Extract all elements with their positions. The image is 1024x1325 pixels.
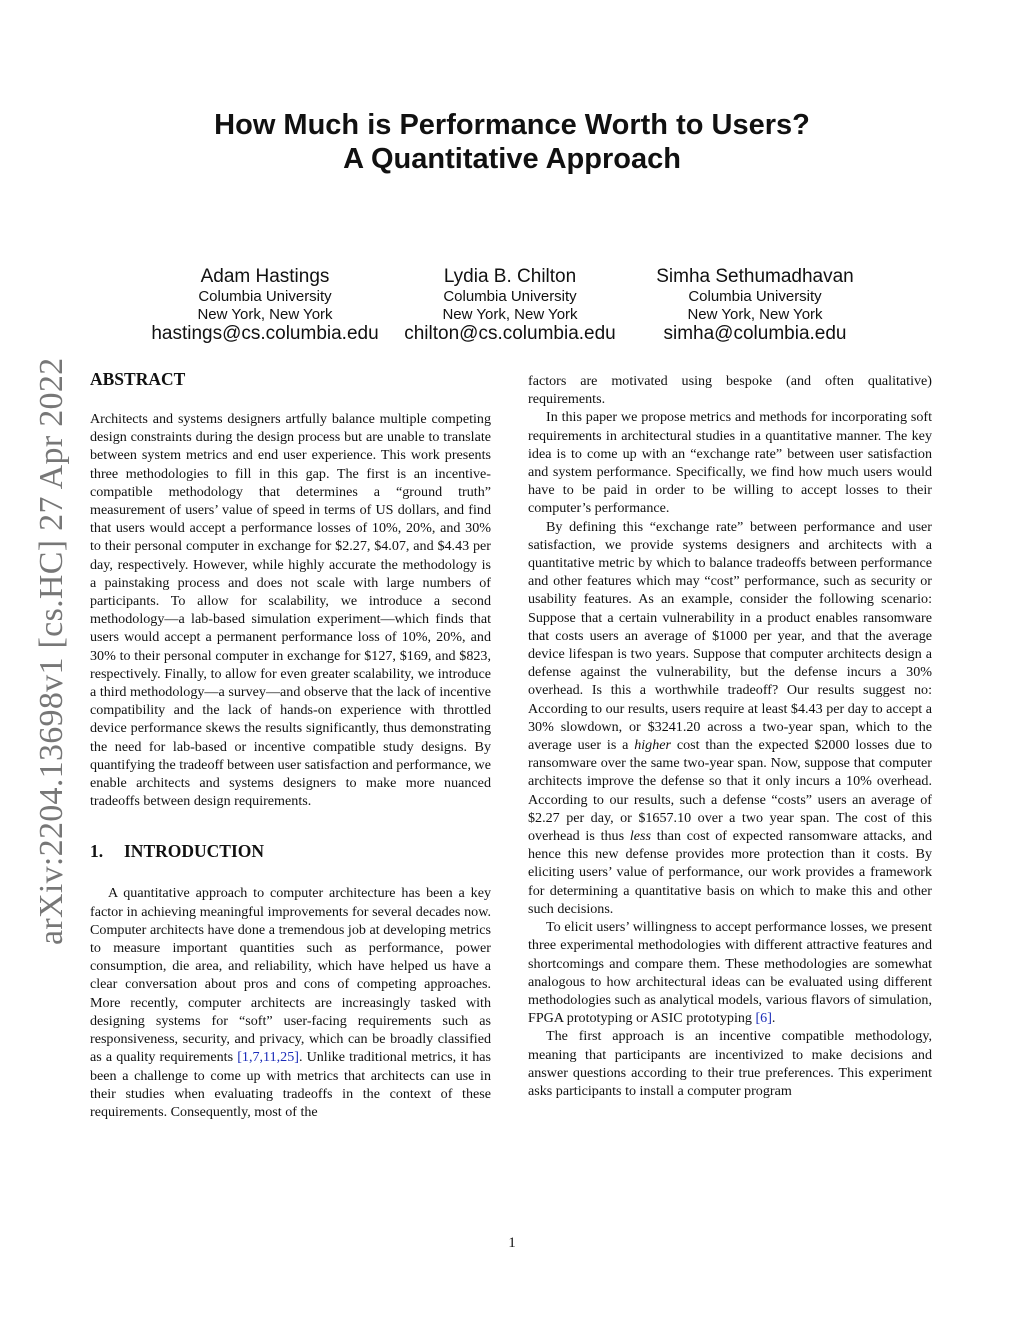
paper-title: [0, 108, 1024, 176]
intro-text-a: A quantitative approach to computer architecture has been a key factor in achieving meaningful improvements for several decades now. Computer architects have done a tremendous job at developing metrics to measure important quantities such as performance, power consumption, die area, and reliability, which have helped us have a clear conversation about pros and cons of competing approaches. More recently, computer architects are increasingly tasked with designing systems for “soft” user-facing requirements such as responsiveness, security, and privacy, which can be broadly classified as a quality requirements: [90, 885, 491, 1066]
intro-text-b: . Unlike traditional metrics, it has been a challenge to come up with metrics that architects can use in their studies when evaluating tradeoffs in the context of these requirements. Consequently, most of the: [90, 1049, 491, 1120]
author-location: New York, New York: [442, 306, 578, 323]
citation-link[interactable]: [1,7,11,25]: [237, 1049, 299, 1066]
emphasis: less: [629, 828, 651, 845]
author-affiliation: Columbia University: [198, 288, 332, 305]
paragraph-first-approach: The first approach is an incentive compatible methodology, meaning that participants are incentivized to make decisions and answer questions according to their true preferences. This experiment asks participants to install a computer program: [528, 1028, 932, 1099]
abstract-text: Architects and systems designers artfully balance multiple competing design constraints during the design process but are unable to translate between system metrics and end user experience. This work presents three methodologies to fill in this gap. The first is an incentive-compatible methodology that determines a “ground truth” measurement of users’ value of speed in terms of US dollars, and find that users would accept a performance losses of 10%, 20%, and 30% to their personal computer in exchange for $2.27, $4.07, and $4.43 per day, respectively. However, while highly accurate the methodology is a painstaking process and does not scale with large numbers of participants. To allow for scalability, we introduce a second methodology—a lab-based simulation experiment—which finds that users would accept a permanent performance loss of 10%, 20%, and 30% to their personal computer in exchange for $127, $169, and $823, respectively. Finally, to allow for even greater scalability, we introduce a third methodology—a survey—and observe that the lack of incentive compatibility and the lack of hands-on experience with throttled device performance skews the results significantly, thus demonstrating the need for lab-based or incentive compatible study designs. By quantifying the tradeoff between user satisfaction and performance, we enable architects and systems designers to make more nuanced tradeoffs between design requirements.: [90, 411, 491, 810]
author-block-3: [628, 266, 882, 344]
author-affiliation: Columbia University: [688, 288, 822, 305]
citation-link[interactable]: [6]: [755, 1010, 772, 1027]
emphasis: higher: [634, 737, 671, 754]
text-a: To elicit users’ willingness to accept performance losses, we present three experimental methodologies with different attractive features and shortcomings and compare them. These methodologies are somewhat analogous to how architectural ideas can be evaluated using different methodologies such as analytical models, various flavors of simulation, FPGA prototyping or ASIC prototyping: [528, 919, 932, 1027]
paragraph-continued: factors are motivated using bespoke (and often qualitative) requirements.: [528, 373, 932, 408]
author-email[interactable]: chilton@cs.columbia.edu: [404, 323, 616, 344]
paragraph-methodologies: [528, 918, 932, 1027]
page-number: 1: [508, 1235, 516, 1251]
title-line-1: How Much is Performance Worth to Users?: [214, 109, 810, 141]
introduction-heading: [90, 840, 491, 862]
paragraph-exchange-rate: [528, 518, 932, 918]
author-affiliation: Columbia University: [443, 288, 577, 305]
author-name: Simha Sethumadhavan: [656, 266, 854, 287]
section-title: INTRODUCTION: [124, 841, 265, 862]
abstract-heading: ABSTRACT: [90, 369, 186, 389]
author-email[interactable]: hastings@cs.columbia.edu: [151, 323, 379, 344]
author-block-2: [392, 266, 628, 344]
author-name: Adam Hastings: [200, 266, 330, 287]
paragraph-proposal: In this paper we propose metrics and methods for incorporating soft requirements in architectural studies in a quantitative manner. The key idea is to come up with an “exchange rate” between user satisfaction and system performance. Specifically, we find how much users would have to be paid in order to be willing to accept losses to their computer’s performance.: [528, 409, 932, 517]
author-email[interactable]: simha@columbia.edu: [663, 323, 847, 344]
title-line-2: A Quantitative Approach: [343, 143, 681, 175]
author-location: New York, New York: [197, 306, 333, 323]
left-column: [90, 368, 491, 1121]
section-number: 1.: [90, 841, 104, 862]
text-c: than cost of expected ransomware attacks, and hence this new defense provides more protection than it costs. By eliciting users’ value of performance, our work provides a framework for determining a quantitative basis on which to make this and other such decisions.: [528, 828, 932, 917]
author-name: Lydia B. Chilton: [443, 266, 577, 287]
text-b: .: [771, 1010, 776, 1027]
text-b: cost than the expected $2000 losses due to ransomware over the same two-year span. Now, suppose that computer architects improve the defense so that it only incurs a 10% overhead. According to our results, such a defense “costs” users an average of $2.27 per day, or $1657.10 over a two year span. The cost of this overhead is thus: [528, 737, 932, 845]
intro-paragraph: [90, 884, 491, 1121]
author-block-1: [138, 266, 392, 344]
right-column: [528, 372, 932, 1100]
arxiv-stamp: arXiv:2204.13698v1 [cs.HC] 27 Apr 2022: [33, 357, 70, 945]
text-a: By defining this “exchange rate” between performance and user satisfaction, we provide systems designers and architects with a quantitative metric by which to balance tradeoffs between performance and other features which may “cost” performance, such as security or usability features. As an example, consider the following scenario: Suppose that a certain vulnerability in a product enables ransomware that costs users an average of $1000 per year, and that the average device lifespan is two years. Suppose that computer architects design a defense against the vulnerability, but the defense incurs a 30% overhead. Is this a worthwhile tradeoff? Our results suggest no: According to our results, users require at least $4.43 per day to accept a 30% slowdown, or $3241.20 across a two-year span, which to the average user is a: [528, 518, 932, 754]
author-location: New York, New York: [687, 306, 823, 323]
